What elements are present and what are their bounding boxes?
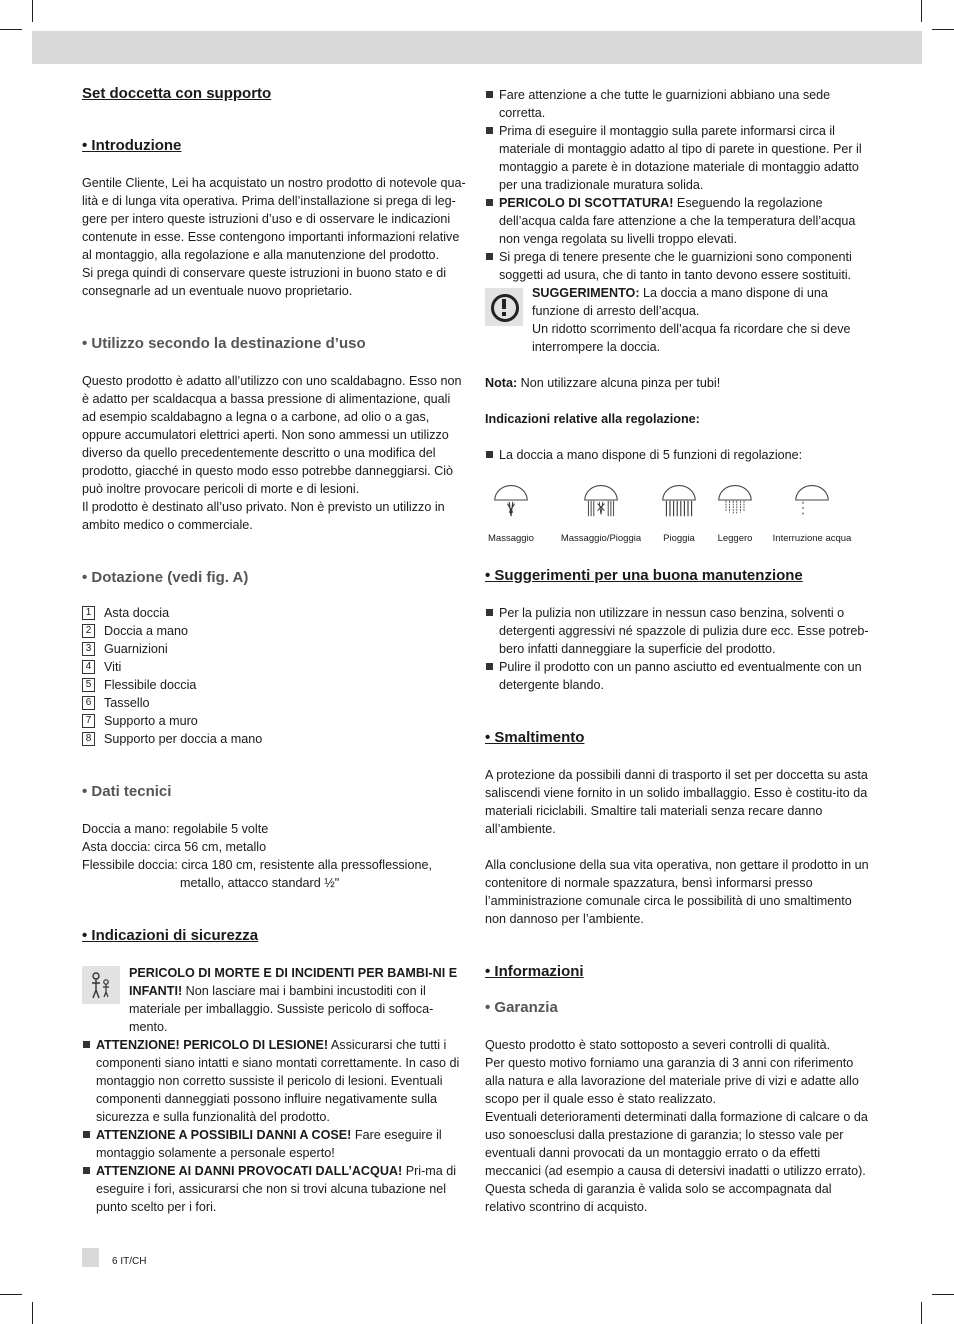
safety-bullet bbox=[82, 1162, 467, 1216]
crop-mark bbox=[0, 29, 22, 30]
usage-line: può inoltre provocare pericoli di morte e di lesioni. bbox=[82, 482, 360, 496]
info-heading: • Informazioni bbox=[485, 963, 584, 980]
part-number: 6 bbox=[82, 696, 95, 710]
usage-line: Questo prodotto è adatto all’utilizzo con uno scaldabagno. Esso non bbox=[82, 374, 462, 388]
bullet-bold: ATTENZIONE AI DANNI PROVOCATI DALL’ACQUA! bbox=[96, 1164, 403, 1178]
danger-text bbox=[129, 964, 467, 1036]
usage-line: è adatto per scaldacqua a bassa pressione di alimentazione, quali bbox=[82, 392, 451, 406]
crop-mark bbox=[32, 0, 33, 22]
contents-heading: • Dotazione (vedi fig. A) bbox=[82, 569, 249, 586]
part-number: 1 bbox=[82, 606, 95, 620]
list-item bbox=[82, 604, 467, 622]
intro-line: gere per intero queste istruzioni d’uso e di osservare le indicazioni bbox=[82, 212, 451, 226]
part-number: 8 bbox=[82, 732, 95, 746]
usage-line: diverso da quello precedentemente descritto o una modifica del bbox=[82, 446, 436, 460]
part-number: 5 bbox=[82, 678, 95, 692]
part-number: 4 bbox=[82, 660, 95, 674]
part-label: Supporto a muro bbox=[104, 714, 198, 728]
bullet-bold: ATTENZIONE! PERICOLO DI LESIONE! bbox=[96, 1038, 329, 1052]
crop-mark bbox=[932, 1294, 954, 1295]
shower-stop-icon bbox=[794, 482, 830, 518]
usage-line: prodotto, giacché in questo modo esso potrebbe danneggiarsi. Ciò bbox=[82, 464, 454, 478]
note-bold: Nota: bbox=[485, 376, 518, 390]
part-number: 7 bbox=[82, 714, 95, 728]
bullet-bold: ATTENZIONE A POSSIBILI DANNI A COSE! bbox=[96, 1128, 352, 1142]
mode-label: Leggero bbox=[717, 533, 753, 544]
part-label: Supporto per doccia a mano bbox=[104, 732, 263, 746]
usage-heading: • Utilizzo secondo la destinazione d’uso bbox=[82, 335, 366, 352]
bullet-body: Eseguendo la regolazione dell’acqua calda fare attenzione a che la temperatura dell’acqua non venga regolata su livelli troppo elevati. bbox=[499, 196, 856, 246]
safety-bullet bbox=[485, 194, 875, 248]
list-item bbox=[82, 712, 467, 730]
intro-heading: • Introduzione bbox=[82, 137, 182, 154]
bullet-body: Fare eseguire il montaggio solamente a personale esperto! bbox=[96, 1128, 442, 1160]
warranty-paragraph: Questa scheda di garanzia è valida solo se accompagnata dal relativo scontrino di acquisto. bbox=[485, 1182, 832, 1214]
crop-mark bbox=[32, 1302, 33, 1324]
list-item bbox=[82, 694, 467, 712]
intro-line: Si prega quindi di conservare queste istruzioni in buono stato e di bbox=[82, 266, 447, 280]
bullet-body: Assicurarsi che tutti i componenti siano intatti e siano montati correttamente. In caso di montaggio non corretto sussiste il pericolo di lesioni. Eventuali componenti danneggiati possono influire negativamente sulla sicurezza e sulla funzionalità del prodotto. bbox=[96, 1038, 460, 1124]
exclamation-icon bbox=[485, 288, 523, 326]
crop-mark bbox=[921, 1302, 922, 1324]
document-title: Set doccetta con supporto bbox=[82, 85, 272, 102]
disposal-heading: • Smaltimento bbox=[485, 729, 585, 746]
tip-body: La doccia a mano dispone di una funzione di arresto dell’acqua. bbox=[532, 286, 828, 318]
danger-warning bbox=[82, 964, 467, 1036]
danger-body: Non lasciare mai i bambini incustoditi con il materiale per imballaggio. Sussiste pericolo di soffoca-mento. bbox=[129, 984, 434, 1034]
crop-mark bbox=[0, 1294, 22, 1295]
list-item bbox=[82, 622, 467, 640]
mode-label: Pioggia bbox=[663, 533, 695, 544]
part-label: Viti bbox=[104, 660, 122, 674]
danger-bold: PERICOLO DI MORTE E DI INCIDENTI PER BAMBI-NI E INFANTI! bbox=[129, 966, 458, 998]
warranty-paragraph: Eventuali deterioramenti determinati dalla formazione di calcare o da uso sonoesclusi dalla prestazione di garanzia; lo stesso vale per eventuali danni provocati da un montaggio errato o da effetti meccanici (ad esempio a causa di detersivi inadatti o utilizzo errato). bbox=[485, 1110, 868, 1178]
shower-light-icon bbox=[717, 482, 753, 518]
tip-bold: SUGGERIMENTO: bbox=[532, 286, 640, 300]
tech-heading: • Dati tecnici bbox=[82, 783, 172, 800]
list-item bbox=[82, 676, 467, 694]
safety-bullet bbox=[82, 1126, 467, 1162]
usage-line: ad esempio scaldabagno a legna o a carbone, ad olio o a gas, bbox=[82, 410, 430, 424]
part-number: 2 bbox=[82, 624, 95, 638]
warranty-heading: • Garanzia bbox=[485, 999, 558, 1016]
list-item bbox=[82, 730, 467, 748]
intro-line: Gentile Cliente, Lei ha acquistato un nostro prodotto di notevole qua- bbox=[82, 176, 466, 190]
safety-bullet: Si prega di tenere presente che le guarnizioni sono componenti soggetti ad usura, che di tanto in tanto devono essere sostituiti. bbox=[485, 248, 875, 284]
right-column bbox=[485, 86, 875, 1216]
mode-massage bbox=[485, 482, 537, 544]
shower-massage-rain-icon bbox=[583, 482, 619, 518]
tip-box bbox=[485, 284, 875, 356]
safety-heading: • Indicazioni di sicurezza bbox=[82, 927, 259, 944]
maintenance-heading: • Suggerimenti per una buona manutenzione bbox=[485, 567, 803, 584]
usage-line: Il prodotto è destinato all’uso privato. Non è previsto un utilizzo in bbox=[82, 500, 445, 514]
tech-line: Doccia a mano: regolabile 5 volte bbox=[82, 822, 269, 836]
bullet-body: Pri-ma di eseguire i fori, assicurarsi che non si trovi alcuna tubazione nel punto scelto per i fori. bbox=[96, 1164, 457, 1214]
mode-stop bbox=[772, 482, 852, 544]
maintenance-bullet: Pulire il prodotto con un panno asciutto ed eventualmente con un detergente blando. bbox=[485, 658, 875, 694]
tech-line: metallo, attacco standard ½" bbox=[180, 876, 340, 890]
mode-massage-rain bbox=[560, 482, 642, 544]
left-column bbox=[82, 80, 467, 1216]
regulation-heading-text: Indicazioni relative alla regolazione: bbox=[485, 412, 700, 426]
note-body: Non utilizzare alcuna pinza per tubi! bbox=[517, 376, 721, 390]
shower-massage-icon bbox=[493, 482, 529, 518]
crop-mark bbox=[932, 29, 954, 30]
part-label: Tassello bbox=[104, 696, 150, 710]
disposal-paragraph: Alla conclusione della sua vita operativa, non gettare il prodotto in un contenitore di normale spazzatura, bensì informarsi presso l’amministrazione comunale circa le possibilità di uno smaltimento non dannoso per l’ambiente. bbox=[485, 858, 869, 926]
intro-line: consegnarle ad un eventuale nuovo proprietario. bbox=[82, 284, 353, 298]
usage-line: oppure accumulatori elettrici aperti. Non sono ammessi un utilizzo bbox=[82, 428, 449, 442]
tip-text bbox=[532, 284, 875, 320]
usage-text bbox=[82, 372, 467, 534]
shower-rain-icon bbox=[661, 482, 697, 518]
mode-label: Massaggio/Pioggia bbox=[560, 533, 642, 544]
crop-mark bbox=[921, 0, 922, 22]
intro-text bbox=[82, 174, 467, 300]
shower-modes bbox=[485, 482, 875, 542]
intro-line: al montaggio, alla regolazione e alla manutenzione del prodotto. bbox=[82, 248, 440, 262]
page-number: 6 IT/CH bbox=[112, 1256, 147, 1267]
list-item bbox=[82, 658, 467, 676]
bullet-bold: PERICOLO DI SCOTTATURA! bbox=[499, 196, 674, 210]
disposal-paragraph: A protezione da possibili danni di trasporto il set per doccetta su asta saliscendi viene fornito in un solido imballaggio. Esso è costitu-ito da materiali riciclabili. Smaltire tali materiali senza recare danno all’ambiente. bbox=[485, 768, 868, 836]
warranty-paragraph: Per questo motivo forniamo una garanzia di 3 anni con riferimento alla natura e alla lavorazione del materiale prive di vizi e adatte allo scopo per il quale esso è stato realizzato. bbox=[485, 1056, 859, 1106]
part-number: 3 bbox=[82, 642, 95, 656]
part-label: Asta doccia bbox=[104, 606, 170, 620]
regulation-heading bbox=[485, 410, 875, 428]
mode-label: Interruzione acqua bbox=[772, 533, 852, 544]
parts-list bbox=[82, 604, 467, 748]
tech-line: Flessibile doccia: circa 180 cm, resistente alla pressoflessione, bbox=[82, 858, 432, 872]
safety-bullet: Prima di eseguire il montaggio sulla parete informarsi circa il materiale di montaggio adatto al tipo di parete in questione. Per il montaggio a parete è in dotazione materiale di montaggio adatto per una tradizionale muratura solida. bbox=[485, 122, 875, 194]
mode-label: Massaggio bbox=[488, 533, 534, 544]
list-item bbox=[82, 640, 467, 658]
part-label: Doccia a mano bbox=[104, 624, 188, 638]
regulation-bullet: La doccia a mano dispone di 5 funzioni di regolazione: bbox=[485, 446, 875, 464]
intro-line: lità e di lunga vita operativa. Prima dell’installazione si prega di leg- bbox=[82, 194, 456, 208]
usage-line: ambito medico o commerciale. bbox=[82, 518, 253, 532]
part-label: Flessibile doccia bbox=[104, 678, 197, 692]
mode-light bbox=[711, 482, 759, 544]
safety-bullet bbox=[82, 1036, 467, 1126]
maintenance-bullet: Per la pulizia non utilizzare in nessun caso benzina, solventi o detergenti aggressivi né spazzole di pulizia dure ecc. Esse potreb-bero infatti danneggiare la superficie del prodotto. bbox=[485, 604, 875, 658]
child-warning-icon bbox=[82, 966, 120, 1004]
footer-marker bbox=[82, 1248, 99, 1267]
safety-bullet: Fare attenzione a che tutte le guarnizioni abbiano una sede corretta. bbox=[485, 86, 875, 122]
note bbox=[485, 374, 875, 392]
intro-line: contenute in esse. Esse contengono importanti informazioni relative bbox=[82, 230, 460, 244]
header-bar bbox=[32, 31, 922, 64]
part-label: Guarnizioni bbox=[104, 642, 168, 656]
tech-line: Asta doccia: circa 56 cm, metallo bbox=[82, 840, 267, 854]
warranty-paragraph: Questo prodotto è stato sottoposto a severi controlli di qualità. bbox=[485, 1038, 831, 1052]
mode-rain bbox=[655, 482, 703, 544]
tip-text-2: Un ridotto scorrimento dell’acqua fa ricordare che si deve interrompere la doccia. bbox=[532, 322, 851, 354]
